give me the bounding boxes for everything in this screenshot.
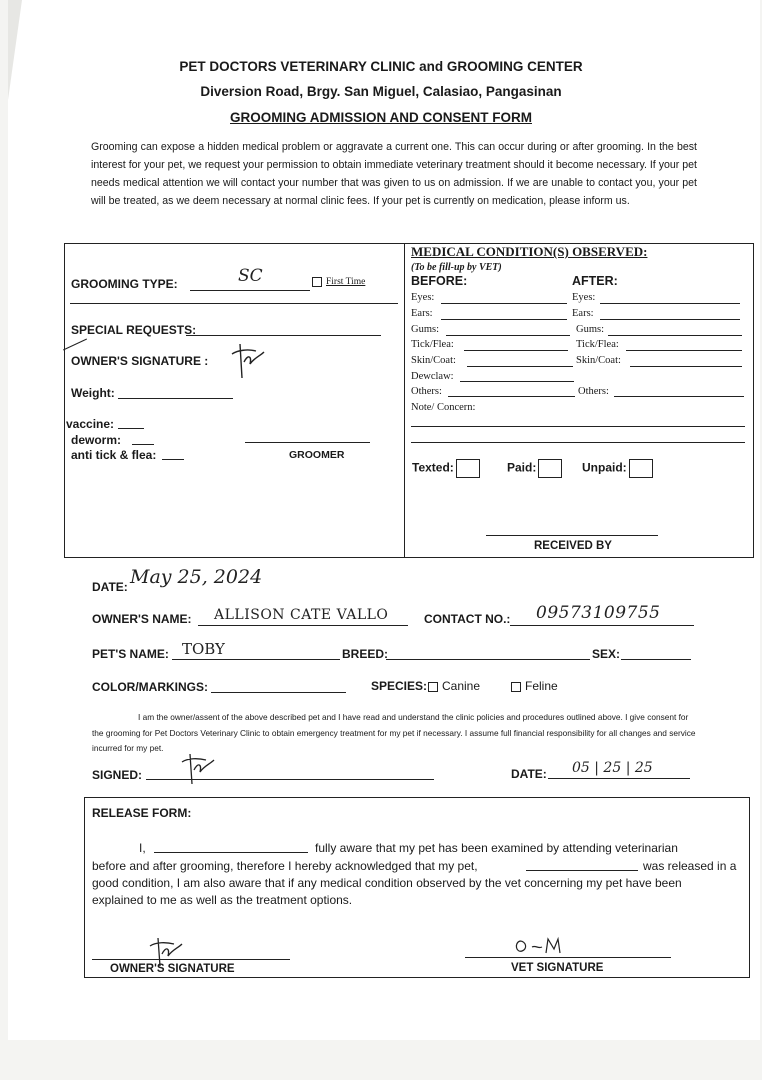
grooming-type-value[interactable]: SC	[238, 266, 263, 286]
color-markings-line	[211, 692, 346, 693]
after-others-line	[614, 396, 744, 397]
before-eyes-label: Eyes:	[411, 292, 435, 303]
consent-statement: I am the owner/assent of the above described pet and I have read and understand the clinic policies and procedures outlined above. I give consent for the grooming for Pet Doctors Veterinary Clinic to obtain emergency treatment for my pet if necessary. I assume full financial responsibility for all changes and service incurred for my pet.	[92, 712, 696, 753]
received-by-line	[486, 535, 658, 536]
pet-name-label: PET'S NAME:	[92, 647, 169, 661]
owner-name-line	[198, 625, 408, 626]
canine-checkbox[interactable]	[428, 682, 438, 692]
antitick-line	[162, 459, 184, 460]
before-ears-line	[441, 319, 567, 320]
contact-line	[510, 625, 694, 626]
box-divider	[404, 243, 405, 558]
note-concern-label: Note/ Concern:	[411, 402, 476, 413]
after-gums-label: Gums:	[576, 324, 605, 335]
pet-name-line	[172, 659, 340, 660]
feline-checkbox[interactable]	[511, 682, 521, 692]
breed-line	[386, 659, 590, 660]
before-dewclaw-label: Dewclaw:	[411, 371, 454, 382]
groomer-signature-line	[245, 442, 370, 443]
clinic-name: PET DOCTORS VETERINARY CLINIC and GROOMING CENTER	[179, 59, 583, 74]
owner-name-value[interactable]: ALLISON CATE VALLO	[214, 607, 389, 623]
release-owner-signature-line	[92, 959, 290, 960]
grooming-type-extra-line	[70, 303, 398, 304]
before-dewclaw-line	[460, 381, 574, 382]
special-requests-line	[186, 335, 381, 336]
paid-field[interactable]	[507, 459, 562, 478]
contact-label: CONTACT NO.:	[424, 612, 511, 626]
release-owner-name-line	[154, 852, 308, 853]
date2-label: DATE:	[511, 767, 547, 781]
after-ears-line	[600, 319, 740, 320]
before-skincoat-line	[467, 366, 573, 367]
after-tickflea-label: Tick/Flea:	[576, 339, 619, 350]
feline-option[interactable]	[511, 679, 558, 693]
date-value[interactable]: May 25, 2024	[130, 566, 263, 588]
release-i: I,	[139, 841, 146, 855]
received-by-label: RECEIVED BY	[534, 540, 612, 552]
vet-signature-scribble	[512, 935, 568, 957]
signed-label: SIGNED:	[92, 768, 143, 782]
pet-name-value[interactable]: TOBY	[182, 640, 225, 658]
medical-condition-title: MEDICAL CONDITION(S) OBSERVED:	[411, 244, 648, 259]
after-label: AFTER:	[572, 274, 618, 288]
release-text-1: fully aware that my pet has been examined by attending veterinarian	[315, 841, 678, 855]
note-line-1	[411, 426, 745, 427]
vaccine-line	[118, 428, 144, 429]
deworm-label: deworm:	[71, 433, 122, 447]
texted-field[interactable]	[412, 459, 480, 478]
texted-label: Texted:	[412, 460, 454, 475]
release-text-2a: before and after grooming, therefore I hereby acknowledged that my pet,	[92, 859, 478, 873]
before-gums-label: Gums:	[411, 324, 440, 335]
weight-line	[118, 398, 233, 399]
before-eyes-line	[441, 303, 567, 304]
texted-checkbox[interactable]	[456, 459, 480, 478]
before-tickflea-label: Tick/Flea:	[411, 339, 454, 350]
before-ears-label: Ears:	[411, 308, 433, 319]
species-label: SPECIES:	[371, 679, 428, 693]
deworm-line	[132, 444, 154, 445]
before-tickflea-line	[464, 350, 568, 351]
sex-label: SEX:	[592, 647, 621, 661]
after-skincoat-label: Skin/Coat:	[576, 355, 621, 366]
unpaid-checkbox[interactable]	[629, 459, 653, 478]
grooming-type-line	[190, 290, 310, 291]
vet-signature-line	[465, 957, 671, 958]
canine-label: Canine	[442, 679, 481, 693]
breed-label: BREED:	[342, 647, 389, 661]
owner-signature-scribble	[226, 340, 268, 382]
release-text-3: good condition, I am also aware that if any medical condition observed by the vet concerning my pet have been	[92, 876, 682, 890]
date-label: DATE:	[92, 580, 128, 594]
release-text-2b: was released in a	[643, 859, 737, 873]
paid-label: Paid:	[507, 460, 537, 475]
after-others-label: Others:	[578, 386, 609, 397]
antitick-label: anti tick & flea:	[71, 448, 157, 462]
owner-consent-signature	[178, 752, 218, 786]
release-pet-name-line	[526, 870, 638, 871]
vet-fill-note: (To be fill-up by VET)	[411, 262, 502, 273]
vaccine-label: vaccine:	[66, 417, 115, 431]
before-gums-line	[446, 335, 570, 336]
intro-paragraph: Grooming can expose a hidden medical problem or aggravate a current one. This can occur during or after grooming. In the best interest for your pet, we request your permission to obtain immediate veterinary treatment should it become necessary. If your pet needs medical attention we will contact your number that was given to us on admission. If we are unable to contact you, your pet will be treated, as we deem necessary at normal clinic fees. If your pet is currently on medication, please inform us.	[91, 141, 697, 207]
release-title: RELEASE FORM:	[92, 806, 192, 820]
before-others-label: Others:	[411, 386, 442, 397]
paid-checkbox[interactable]	[538, 459, 562, 478]
release-text-4: explained to me as well as the treatment options.	[92, 893, 353, 907]
contact-value[interactable]: 09573109755	[536, 603, 661, 623]
special-requests-label: SPECIAL REQUESTS:	[71, 323, 197, 337]
date2-value[interactable]: 05 | 25 | 25	[572, 760, 653, 776]
before-skincoat-label: Skin/Coat:	[411, 355, 456, 366]
grooming-type-label: GROOMING TYPE:	[71, 277, 178, 291]
before-label: BEFORE:	[411, 274, 468, 288]
vet-signature-label: VET SIGNATURE	[511, 962, 604, 974]
first-time-checkbox[interactable]	[312, 277, 322, 287]
clinic-address: Diversion Road, Brgy. San Miguel, Calasiao, Pangasinan	[200, 84, 562, 99]
after-eyes-label: Eyes:	[572, 292, 596, 303]
after-skincoat-line	[630, 366, 742, 367]
owner-signature-label: OWNER'S SIGNATURE :	[71, 354, 209, 368]
note-line-2	[411, 442, 745, 443]
unpaid-label: Unpaid:	[582, 460, 627, 475]
canine-option[interactable]	[428, 679, 480, 693]
unpaid-field[interactable]	[582, 459, 653, 478]
weight-label: Weight:	[71, 386, 115, 400]
after-eyes-line	[600, 303, 740, 304]
after-gums-line	[608, 335, 742, 336]
release-owner-signature-label: OWNER'S SIGNATURE	[110, 963, 235, 975]
feline-label: Feline	[525, 679, 558, 693]
date2-line	[548, 778, 690, 779]
color-markings-label: COLOR/MARKINGS:	[92, 680, 208, 694]
groomer-label: GROOMER	[289, 449, 345, 461]
first-time-label: First Time	[326, 277, 366, 288]
after-ears-label: Ears:	[572, 308, 594, 319]
first-time-option[interactable]	[312, 277, 365, 287]
before-others-line	[448, 396, 575, 397]
sex-line	[621, 659, 691, 660]
form-title: GROOMING ADMISSION AND CONSENT FORM	[230, 110, 532, 125]
owner-name-label: OWNER'S NAME:	[92, 612, 192, 626]
after-tickflea-line	[626, 350, 742, 351]
